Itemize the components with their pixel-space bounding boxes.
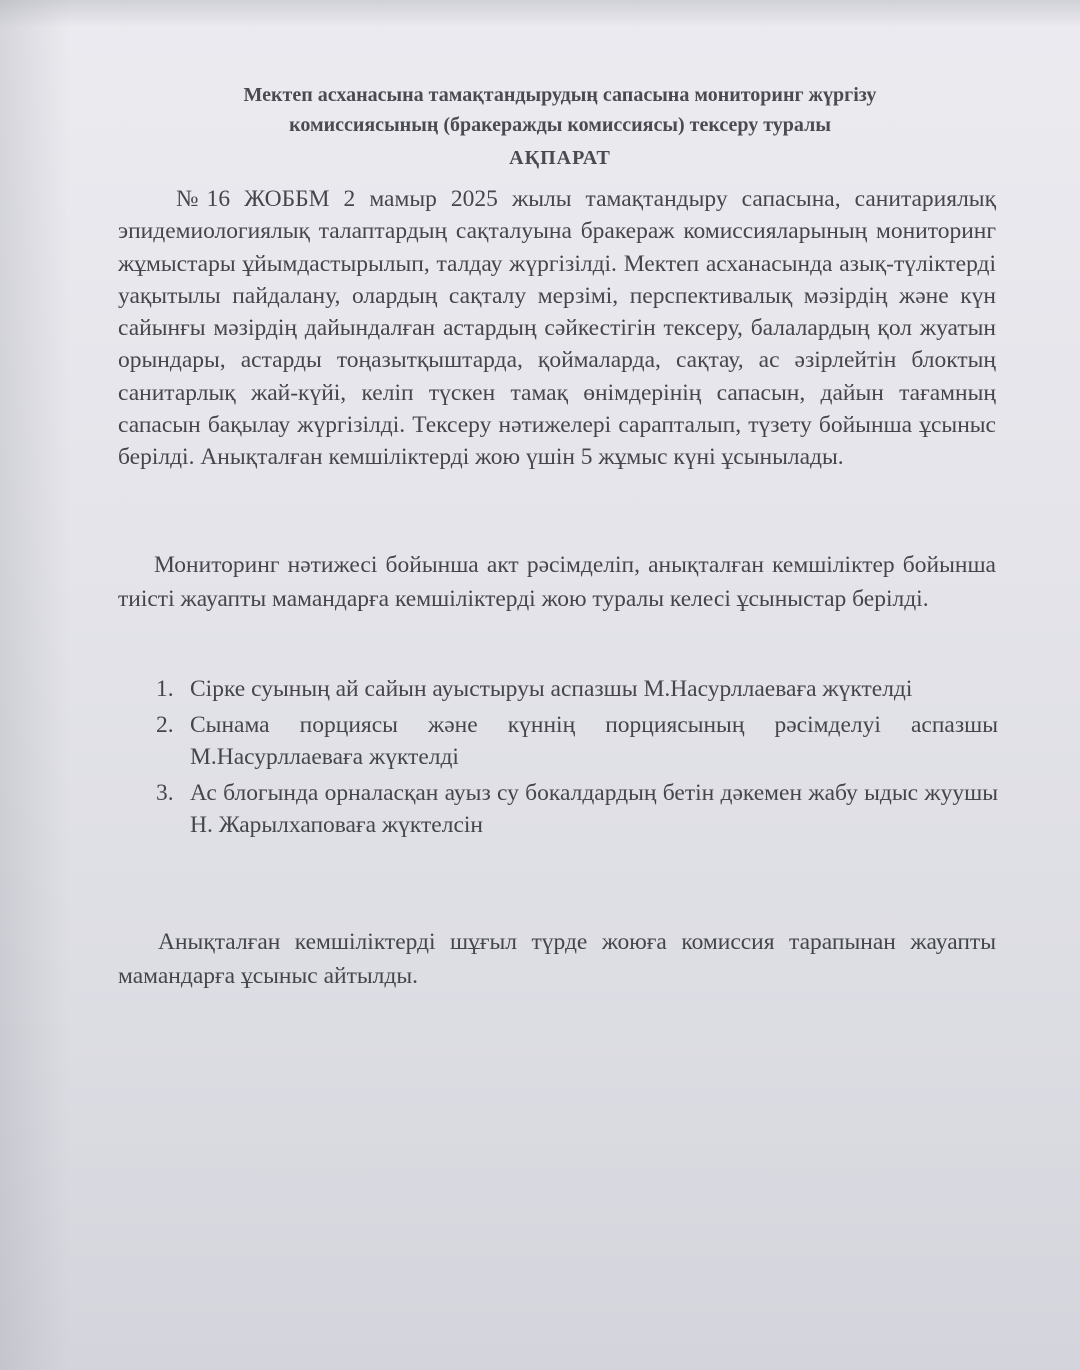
document-title-line-2: комиссиясының (бракеражды комиссиясы) тексеру туралы — [289, 114, 831, 136]
recommendation-text: Ас блогында орналасқан ауыз су бокалдардың бетін дәкемен жабу ыдыс жуушы Н. Жарылхаповаға жүктелсін — [190, 780, 998, 838]
page-top-edge — [0, 0, 1080, 28]
recommendation-item — [150, 673, 998, 705]
recommendation-item — [150, 709, 998, 773]
page-fold-shadow — [0, 0, 70, 1370]
recommendation-item — [150, 777, 998, 841]
document-title-line-1: Мектеп асханасына тамақтандырудың сапасына мониторинг жүргізу — [243, 84, 877, 106]
closing-paragraph: Анықталған кемшіліктерді шұғыл түрде жоюға комиссия тарапынан жауапты мамандарға ұсыныс айтылды. — [118, 929, 996, 989]
recommendation-number: 3. — [156, 780, 174, 806]
document-heading: АҚПАРАТ — [509, 147, 611, 169]
recommendation-text: Сірке суының ай сайын ауыстыруы аспазшы М.Насурллаеваға жүктелді — [190, 676, 913, 702]
recommendation-text: Сынама порциясы және күннің порциясының рәсімделуі аспазшы М.Насурллаеваға жүктелді — [190, 712, 998, 770]
recommendation-number: 1. — [156, 676, 174, 702]
recommendation-number: 2. — [156, 712, 174, 738]
intro-paragraph: №16 ЖОББМ 2 мамыр 2025 жылы тамақтандыру сапасына, санитариялық эпидемиологиялық талаптардың сақталуына бракераж комиссияларының мониторинг жұмыстары ұйымдастырылып, талдау жүргізілді. Мектеп асханасында азық-түліктерді уақытылы пайдалану, олардың сақталу мерзімі, перспективалық мәзірдің және күн сайынғы мәзірдің дайындалған астардың сәйкестігін тексеру, балалардың қол жуатын орындары, астарды тоңазытқыштарда, қоймаларда, сақтау, ас әзірлейтін блоктың санитарлық жай-күйі, келіп түскен тамақ өнімдерінің сапасын, дайын тағамның сапасын бақылау жүргізілді. Тексеру нәтижелері сарапталып, түзету бойынша ұсыныс берілді. Анықталған кемшіліктерді жою үшін 5 жұмыс күні ұсынылады. — [118, 186, 996, 471]
recommendations-list — [150, 673, 998, 845]
monitoring-paragraph: Мониторинг нәтижесі бойынша акт рәсімделіп, анықталған кемшіліктер бойынша тиісті жауапты мамандарға кемшіліктерді жою туралы келесі ұсыныстар берілді. — [118, 552, 996, 612]
